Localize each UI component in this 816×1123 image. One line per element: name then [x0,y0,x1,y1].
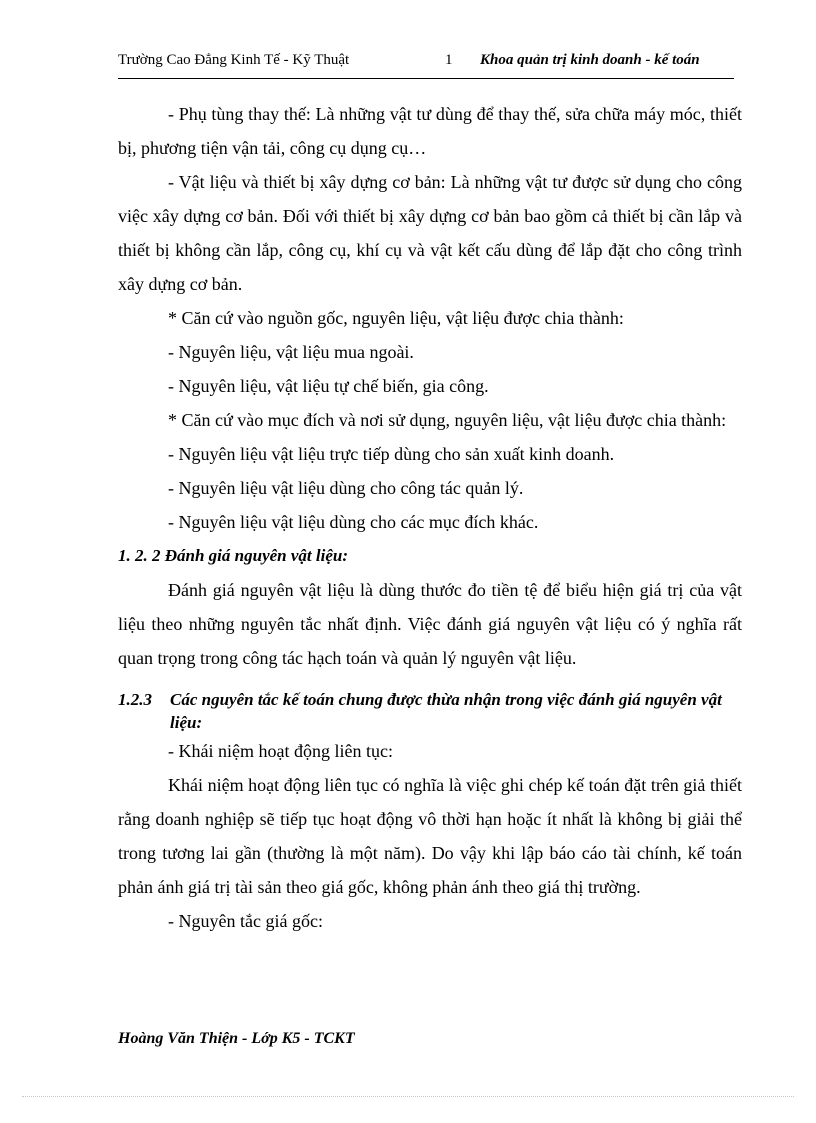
paragraph: - Nguyên tắc giá gốc: [168,911,323,931]
document-body [118,97,742,938]
header-page-number: 1 [445,52,453,68]
page-bottom-dotted-line [22,1096,794,1097]
page-header [118,52,734,76]
paragraph: - Nguyên liệu vật liệu dùng cho các mục đích khác. [168,512,539,532]
header-school-name: Trường Cao Đẳng Kinh Tế - Kỹ Thuật [118,52,350,68]
paragraph: - Nguyên liệu, vật liệu tự chế biến, gia công. [168,376,489,396]
header-department: Khoa quản trị kinh doanh - kế toán [480,52,700,68]
paragraph: - Nguyên liệu, vật liệu mua ngoài. [168,342,414,362]
paragraph: - Vật liệu và thiết bị xây dựng cơ bản: Là những vật tư được sử dụng cho công việc xây dựng cơ bản. Đối với thiết bị xây dựng cơ bản bao gồm cả thiết bị cần lắp và thiết bị không cần lắp, công cụ, khí cụ và vật kết cấu dùng để lắp đặt cho công trình xây dựng cơ bản. [118,172,742,294]
section-number: 1.2.3 [118,690,152,709]
paragraph: - Khái niệm hoạt động liên tục: [168,741,393,761]
paragraph: - Phụ tùng thay thế: Là những vật tư dùng để thay thế, sửa chữa máy móc, thiết bị, phương tiện vận tải, công cụ dụng cụ… [118,104,742,158]
header-divider [118,78,734,79]
paragraph: * Căn cứ vào nguồn gốc, nguyên liệu, vật liệu được chia thành: [168,308,624,328]
paragraph: - Nguyên liệu vật liệu dùng cho công tác quản lý. [168,478,524,498]
paragraph: Khái niệm hoạt động liên tục có nghĩa là việc ghi chép kế toán đặt trên giả thiết rằng doanh nghiệp sẽ tiếp tục hoạt động vô thời hạn hoặc ít nhất là không bị giải thể trong tương lai gần (thường là một năm). Do vậy khi lập báo cáo tài chính, kế toán phản ánh giá trị tài sản theo giá gốc, không phản ánh theo giá thị trường. [118,775,742,897]
paragraph: Đánh giá nguyên vật liệu là dùng thước đo tiền tệ để biểu hiện giá trị của vật liệu theo những nguyên tắc nhất định. Việc đánh giá nguyên vật liệu có ý nghĩa rất quan trọng trong công tác hạch toán và quản lý nguyên vật liệu. [118,580,742,668]
paragraph: * Căn cứ vào mục đích và nơi sử dụng, nguyên liệu, vật liệu được chia thành: [168,410,727,430]
page-footer-author: Hoàng Văn Thiện - Lớp K5 - TCKT [118,1030,355,1047]
section-heading-1-2-3 [118,688,742,734]
section-title: Các nguyên tắc kế toán chung được thừa nhận trong việc đánh giá nguyên vật liệu: [170,690,722,732]
section-heading-1-2-2: 1. 2. 2 Đánh giá nguyên vật liệu: [118,546,348,565]
paragraph: - Nguyên liệu vật liệu trực tiếp dùng cho sản xuất kinh doanh. [168,444,615,464]
